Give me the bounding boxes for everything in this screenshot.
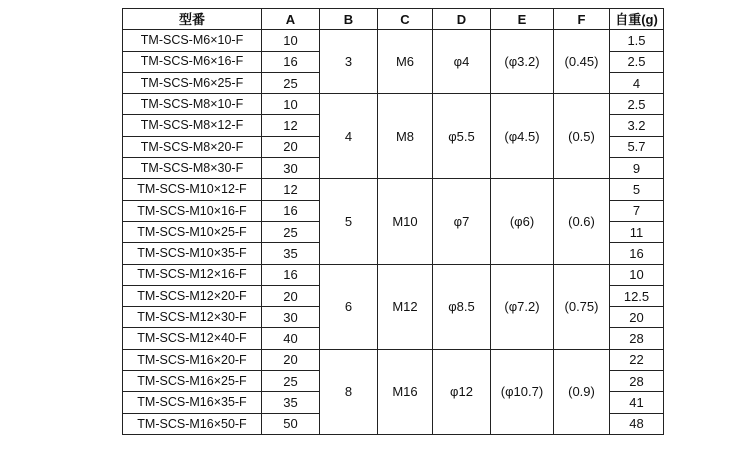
cell-weight: 11 bbox=[610, 221, 664, 242]
cell-a: 35 bbox=[262, 243, 320, 264]
cell-c: M10 bbox=[378, 179, 433, 264]
cell-f: (0.75) bbox=[554, 264, 610, 349]
cell-a: 10 bbox=[262, 94, 320, 115]
cell-b: 3 bbox=[320, 30, 378, 94]
cell-weight: 5.7 bbox=[610, 136, 664, 157]
cell-model: TM-SCS-M6×10-F bbox=[123, 30, 262, 51]
cell-model: TM-SCS-M16×35-F bbox=[123, 392, 262, 413]
cell-model: TM-SCS-M8×12-F bbox=[123, 115, 262, 136]
cell-c: M6 bbox=[378, 30, 433, 94]
cell-model: TM-SCS-M10×12-F bbox=[123, 179, 262, 200]
cell-model: TM-SCS-M12×40-F bbox=[123, 328, 262, 349]
cell-model: TM-SCS-M16×50-F bbox=[123, 413, 262, 434]
cell-weight: 20 bbox=[610, 307, 664, 328]
cell-e: (φ6) bbox=[491, 179, 554, 264]
header-c: C bbox=[378, 9, 433, 30]
cell-model: TM-SCS-M8×30-F bbox=[123, 158, 262, 179]
cell-weight: 12.5 bbox=[610, 285, 664, 306]
header-d: D bbox=[433, 9, 491, 30]
cell-model: TM-SCS-M10×35-F bbox=[123, 243, 262, 264]
cell-f: (0.45) bbox=[554, 30, 610, 94]
cell-weight: 5 bbox=[610, 179, 664, 200]
cell-model: TM-SCS-M12×30-F bbox=[123, 307, 262, 328]
cell-weight: 28 bbox=[610, 328, 664, 349]
header-weight: 自重(g) bbox=[610, 9, 664, 30]
cell-d: φ4 bbox=[433, 30, 491, 94]
cell-weight: 7 bbox=[610, 200, 664, 221]
cell-weight: 3.2 bbox=[610, 115, 664, 136]
header-b: B bbox=[320, 9, 378, 30]
cell-weight: 10 bbox=[610, 264, 664, 285]
cell-d: φ8.5 bbox=[433, 264, 491, 349]
cell-a: 20 bbox=[262, 349, 320, 370]
header-e: E bbox=[491, 9, 554, 30]
cell-f: (0.9) bbox=[554, 349, 610, 434]
cell-c: M12 bbox=[378, 264, 433, 349]
cell-b: 6 bbox=[320, 264, 378, 349]
cell-c: M16 bbox=[378, 349, 433, 434]
cell-d: φ5.5 bbox=[433, 94, 491, 179]
cell-a: 12 bbox=[262, 115, 320, 136]
cell-weight: 22 bbox=[610, 349, 664, 370]
cell-c: M8 bbox=[378, 94, 433, 179]
cell-weight: 4 bbox=[610, 72, 664, 93]
cell-weight: 2.5 bbox=[610, 94, 664, 115]
cell-model: TM-SCS-M16×25-F bbox=[123, 371, 262, 392]
cell-weight: 28 bbox=[610, 371, 664, 392]
cell-a: 16 bbox=[262, 51, 320, 72]
spec-body bbox=[123, 30, 664, 435]
cell-weight: 9 bbox=[610, 158, 664, 179]
table-row bbox=[123, 94, 664, 115]
cell-a: 30 bbox=[262, 307, 320, 328]
cell-weight: 2.5 bbox=[610, 51, 664, 72]
header-a: A bbox=[262, 9, 320, 30]
cell-a: 25 bbox=[262, 72, 320, 93]
cell-a: 20 bbox=[262, 136, 320, 157]
cell-weight: 48 bbox=[610, 413, 664, 434]
cell-f: (0.6) bbox=[554, 179, 610, 264]
cell-b: 8 bbox=[320, 349, 378, 434]
cell-e: (φ10.7) bbox=[491, 349, 554, 434]
cell-weight: 16 bbox=[610, 243, 664, 264]
header-row bbox=[123, 9, 664, 30]
cell-a: 30 bbox=[262, 158, 320, 179]
cell-e: (φ7.2) bbox=[491, 264, 554, 349]
cell-a: 35 bbox=[262, 392, 320, 413]
cell-e: (φ3.2) bbox=[491, 30, 554, 94]
cell-model: TM-SCS-M6×16-F bbox=[123, 51, 262, 72]
header-model: 型番 bbox=[123, 9, 262, 30]
cell-a: 25 bbox=[262, 221, 320, 242]
cell-d: φ7 bbox=[433, 179, 491, 264]
header-f: F bbox=[554, 9, 610, 30]
table-row bbox=[123, 30, 664, 51]
cell-model: TM-SCS-M10×16-F bbox=[123, 200, 262, 221]
cell-model: TM-SCS-M6×25-F bbox=[123, 72, 262, 93]
cell-a: 12 bbox=[262, 179, 320, 200]
cell-model: TM-SCS-M12×20-F bbox=[123, 285, 262, 306]
cell-b: 4 bbox=[320, 94, 378, 179]
cell-a: 50 bbox=[262, 413, 320, 434]
cell-model: TM-SCS-M8×10-F bbox=[123, 94, 262, 115]
cell-b: 5 bbox=[320, 179, 378, 264]
cell-a: 16 bbox=[262, 200, 320, 221]
cell-f: (0.5) bbox=[554, 94, 610, 179]
cell-a: 10 bbox=[262, 30, 320, 51]
cell-e: (φ4.5) bbox=[491, 94, 554, 179]
cell-a: 25 bbox=[262, 371, 320, 392]
cell-model: TM-SCS-M8×20-F bbox=[123, 136, 262, 157]
table-row bbox=[123, 264, 664, 285]
cell-weight: 41 bbox=[610, 392, 664, 413]
cell-model: TM-SCS-M12×16-F bbox=[123, 264, 262, 285]
cell-d: φ12 bbox=[433, 349, 491, 434]
spec-table bbox=[122, 8, 664, 435]
cell-a: 16 bbox=[262, 264, 320, 285]
table-row bbox=[123, 179, 664, 200]
cell-model: TM-SCS-M10×25-F bbox=[123, 221, 262, 242]
cell-a: 40 bbox=[262, 328, 320, 349]
cell-a: 20 bbox=[262, 285, 320, 306]
cell-weight: 1.5 bbox=[610, 30, 664, 51]
table-row bbox=[123, 349, 664, 370]
cell-model: TM-SCS-M16×20-F bbox=[123, 349, 262, 370]
